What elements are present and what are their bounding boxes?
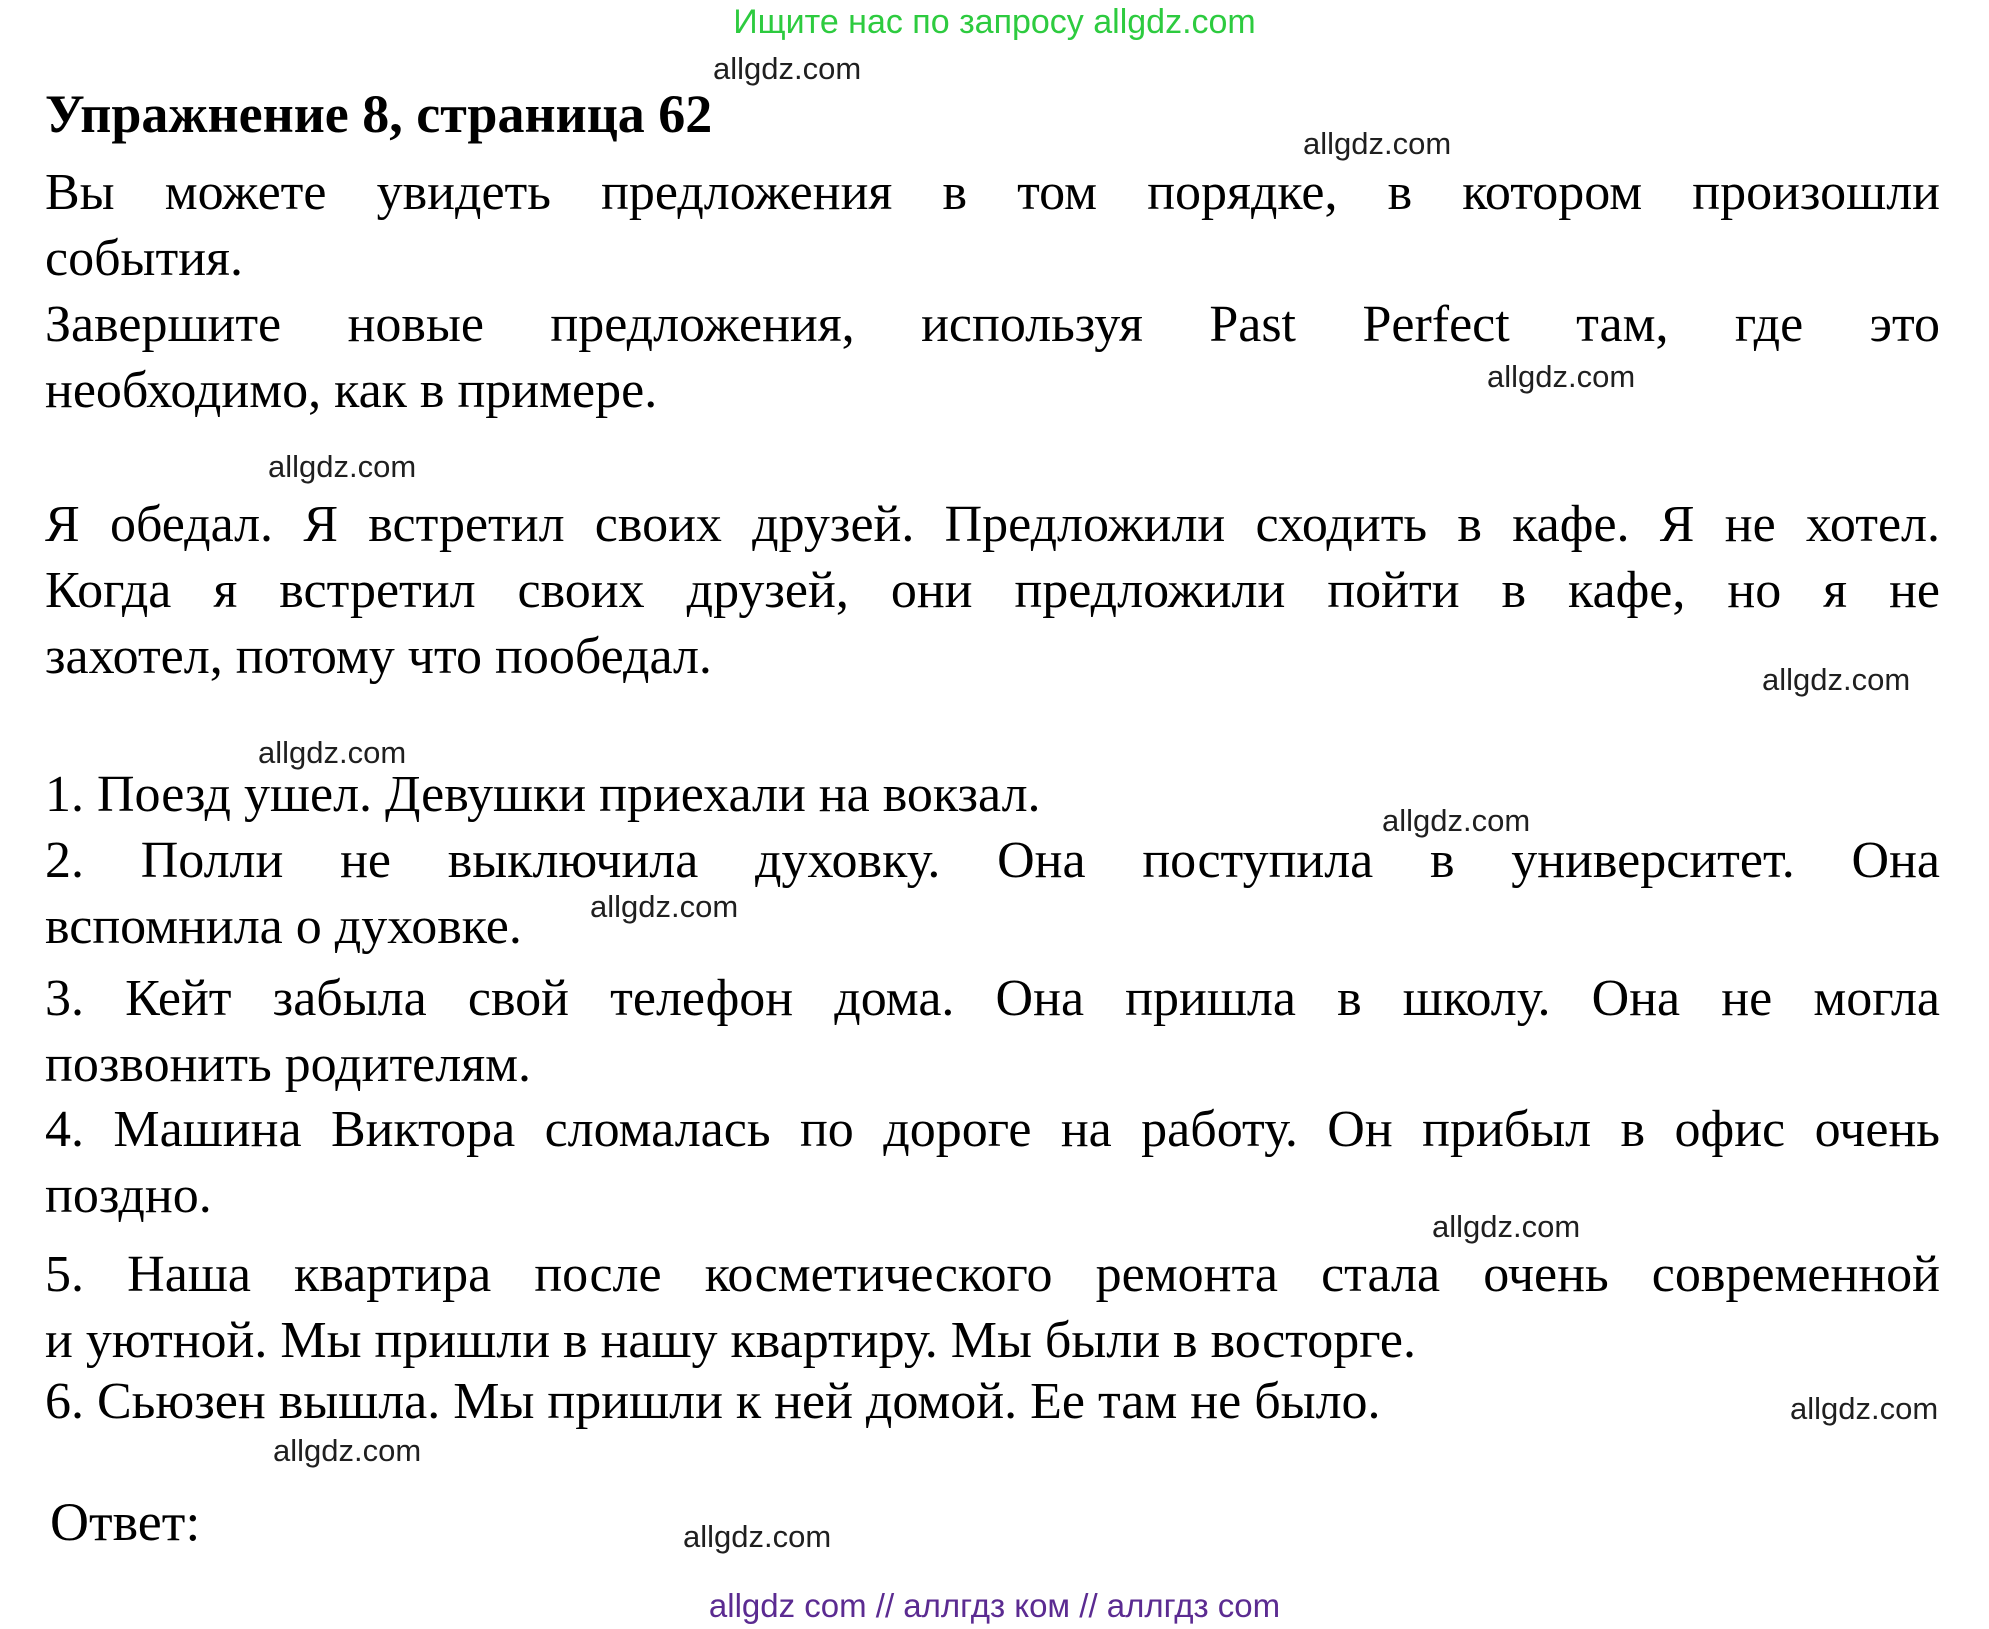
list-item-5	[45, 1242, 1940, 1374]
promo-banner: Ищите нас по запросу allgdz.com	[733, 3, 1256, 41]
list-item-4	[45, 1097, 1940, 1229]
answer-label: Ответ:	[50, 1492, 201, 1552]
text-line: вспомнила о духовке.	[45, 898, 522, 955]
task-paragraph-1	[45, 160, 1940, 292]
watermark: allgdz.com	[590, 889, 739, 924]
text-line: события.	[45, 230, 243, 287]
text-line: 6. Сьюзен вышла. Мы пришли к ней домой. Ее там не было.	[45, 1373, 1381, 1430]
text-line: Когда я встретил своих друзей, они предложили пойти в кафе, но я не	[45, 562, 1940, 619]
text-line: Завершите новые предложения, используя Past Perfect там, где это	[45, 296, 1940, 353]
text-line: 1. Поезд ушел. Девушки приехали на вокзал.	[45, 766, 1041, 823]
watermark: allgdz.com	[1762, 662, 1911, 697]
text-line: Вы можете увидеть предложения в том порядке, в котором произошли	[45, 164, 1940, 221]
watermark: allgdz.com	[1303, 126, 1452, 161]
footer-links: allgdz com // аллгдз ком // аллгдз com	[708, 1587, 1281, 1624]
example-paragraph	[45, 492, 1940, 690]
text-line: захотел, потому что пообедал.	[45, 628, 712, 685]
text-line: поздно.	[45, 1167, 212, 1224]
watermark: allgdz.com	[683, 1519, 832, 1554]
watermark: allgdz.com	[1790, 1391, 1939, 1426]
watermark: allgdz.com	[713, 51, 862, 86]
text-line: и уютной. Мы пришли в нашу квартиру. Мы были в восторге.	[45, 1312, 1416, 1369]
page-title: Упражнение 8, страница 62	[45, 84, 713, 144]
list-item-1	[45, 762, 1940, 828]
text-line: 3. Кейт забыла свой телефон дома. Она пришла в школу. Она не могла	[45, 970, 1940, 1027]
text-line: 4. Машина Виктора сломалась по дороге на работу. Он прибыл в офис очень	[45, 1101, 1940, 1158]
task-paragraph-2	[45, 292, 1940, 424]
text-line: Я обедал. Я встретил своих друзей. Предложили сходить в кафе. Я не хотел.	[45, 496, 1940, 553]
text-line: 5. Наша квартира после косметического ремонта стала очень современной	[45, 1246, 1940, 1303]
watermark: allgdz.com	[268, 449, 417, 484]
watermark: allgdz.com	[1487, 359, 1636, 394]
text-line: позвонить родителям.	[45, 1036, 532, 1093]
watermark: allgdz.com	[258, 735, 407, 770]
watermark: allgdz.com	[1432, 1209, 1581, 1244]
watermark: allgdz.com	[1382, 803, 1531, 838]
list-item-3	[45, 966, 1940, 1098]
list-item-2	[45, 828, 1940, 960]
text-line: необходимо, как в примере.	[45, 362, 658, 419]
text-line: 2. Полли не выключила духовку. Она поступила в университет. Она	[45, 832, 1940, 889]
watermark: allgdz.com	[273, 1433, 422, 1468]
list-item-6	[45, 1369, 1940, 1435]
